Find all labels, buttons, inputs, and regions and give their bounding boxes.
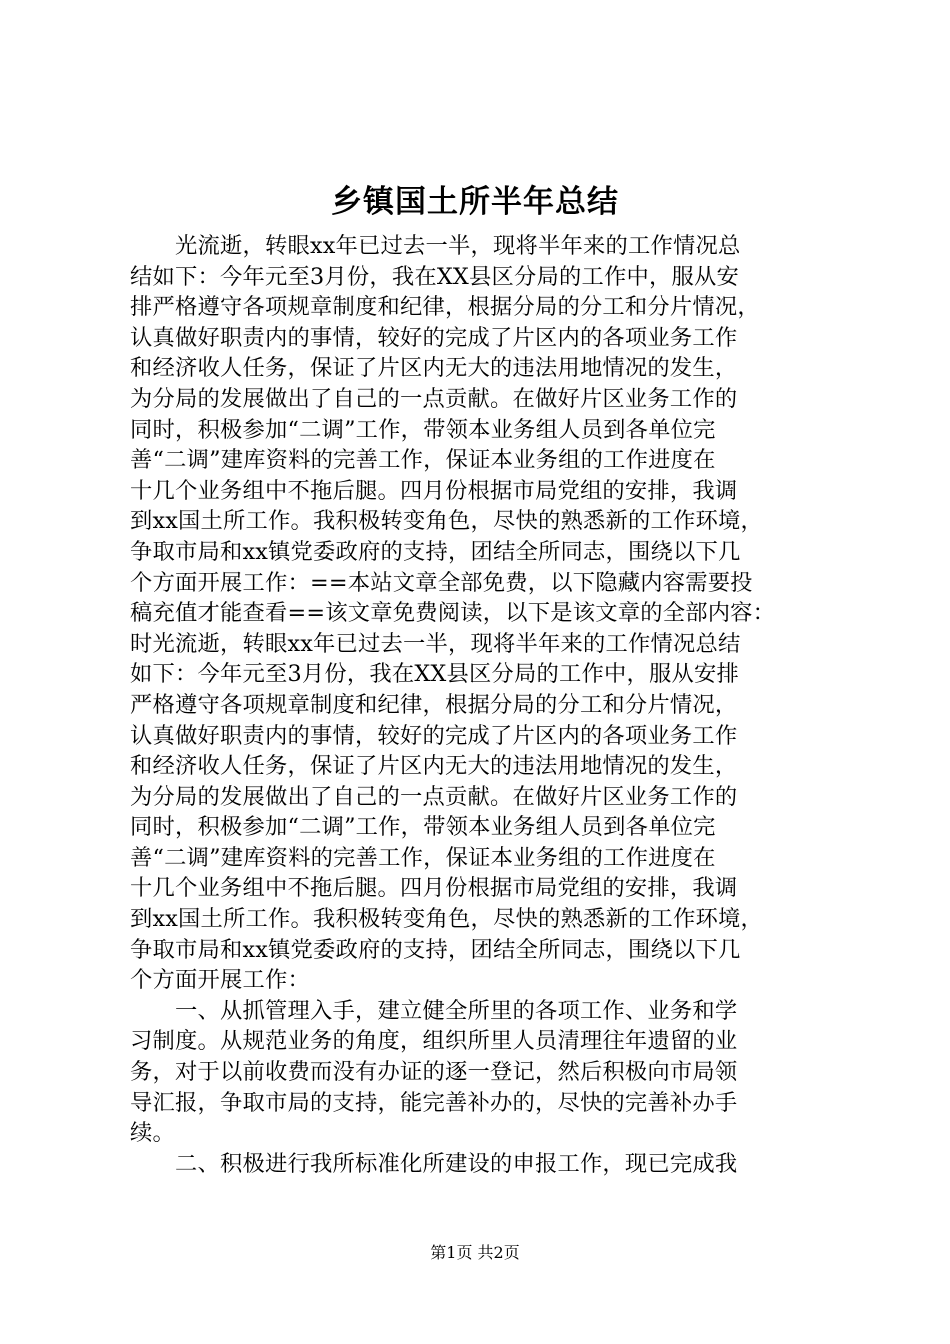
body-line: 二、积极进行我所标准化所建设的申报工作，现已完成我 [130, 1150, 738, 1177]
body-line: 到xx国土所工作。我积极转变角色，尽快的熟悉新的工作环境， [130, 508, 763, 535]
body-line: 严格遵守各项规章制度和纪律，根据分局的分工和分片情况， [130, 691, 738, 718]
body-line: 个方面开展工作：==本站文章全部免费，以下隐藏内容需要投 [130, 569, 753, 596]
body-line: 结如下：今年元至3月份，我在XX县区分局的工作中，服从安 [130, 263, 739, 290]
body-line: 十几个业务组中不拖后腿。四月份根据市局党组的安排，我调 [130, 477, 738, 504]
body-line: 善“二调”建库资料的完善工作，保证本业务组的工作进度在 [130, 844, 716, 871]
body-line: 稿充值才能查看==该文章免费阅读，以下是该文章的全部内容： [130, 600, 776, 627]
body-line: 认真做好职责内的事情，较好的完成了片区内的各项业务工作 [130, 722, 738, 749]
body-line: 习制度。从规范业务的角度，组织所里人员清理往年遗留的业 [130, 1028, 738, 1055]
body-line: 争取市局和xx镇党委政府的支持，团结全所同志，围绕以下几 [130, 538, 741, 565]
body-line: 排严格遵守各项规章制度和纪律，根据分局的分工和分片情况， [130, 294, 760, 321]
body-line: 光流逝，转眼xx年已过去一半，现将半年来的工作情况总 [130, 233, 741, 259]
body-line: 续。 [130, 1120, 175, 1147]
body-line: 为分局的发展做出了自己的一点贡献。在做好片区业务工作的 [130, 783, 738, 810]
body-line: 导汇报，争取市局的支持，能完善补办的，尽快的完善补办手 [130, 1089, 738, 1116]
body-line: 认真做好职责内的事情，较好的完成了片区内的各项业务工作 [130, 324, 738, 351]
body-line: 一、从抓管理入手，建立健全所里的各项工作、业务和学 [130, 997, 738, 1024]
body-line: 到xx国土所工作。我积极转变角色，尽快的熟悉新的工作环境， [130, 906, 763, 933]
body-line: 争取市局和xx镇党委政府的支持，团结全所同志，围绕以下几 [130, 936, 741, 963]
body-line: 个方面开展工作： [130, 967, 310, 994]
body-line: 务，对于以前收费而没有办证的逐一登记，然后积极向市局领 [130, 1059, 738, 1086]
body-line: 和经济收人任务，保证了片区内无大的违法用地情况的发生， [130, 753, 738, 780]
document-title: 乡镇国土所半年总结 [331, 184, 619, 220]
body-line: 为分局的发展做出了自己的一点贡献。在做好片区业务工作的 [130, 385, 738, 412]
body-line: 同时，积极参加“二调”工作，带领本业务组人员到各单位完 [130, 814, 716, 841]
body-line: 十几个业务组中不拖后腿。四月份根据市局党组的安排，我调 [130, 875, 738, 902]
body-line: 和经济收人任务，保证了片区内无大的违法用地情况的发生， [130, 355, 738, 382]
body-line: 善“二调”建库资料的完善工作，保证本业务组的工作进度在 [130, 447, 716, 474]
body-line: 时光流逝，转眼xx年已过去一半，现将半年来的工作情况总结 [130, 630, 741, 657]
page-footer: 第1页 共2页 [430, 1243, 520, 1262]
body-line: 同时，积极参加“二调”工作，带领本业务组人员到各单位完 [130, 416, 716, 443]
document-body [130, 231, 830, 1179]
body-line: 如下：今年元至3月份，我在XX县区分局的工作中，服从安排 [130, 661, 739, 688]
